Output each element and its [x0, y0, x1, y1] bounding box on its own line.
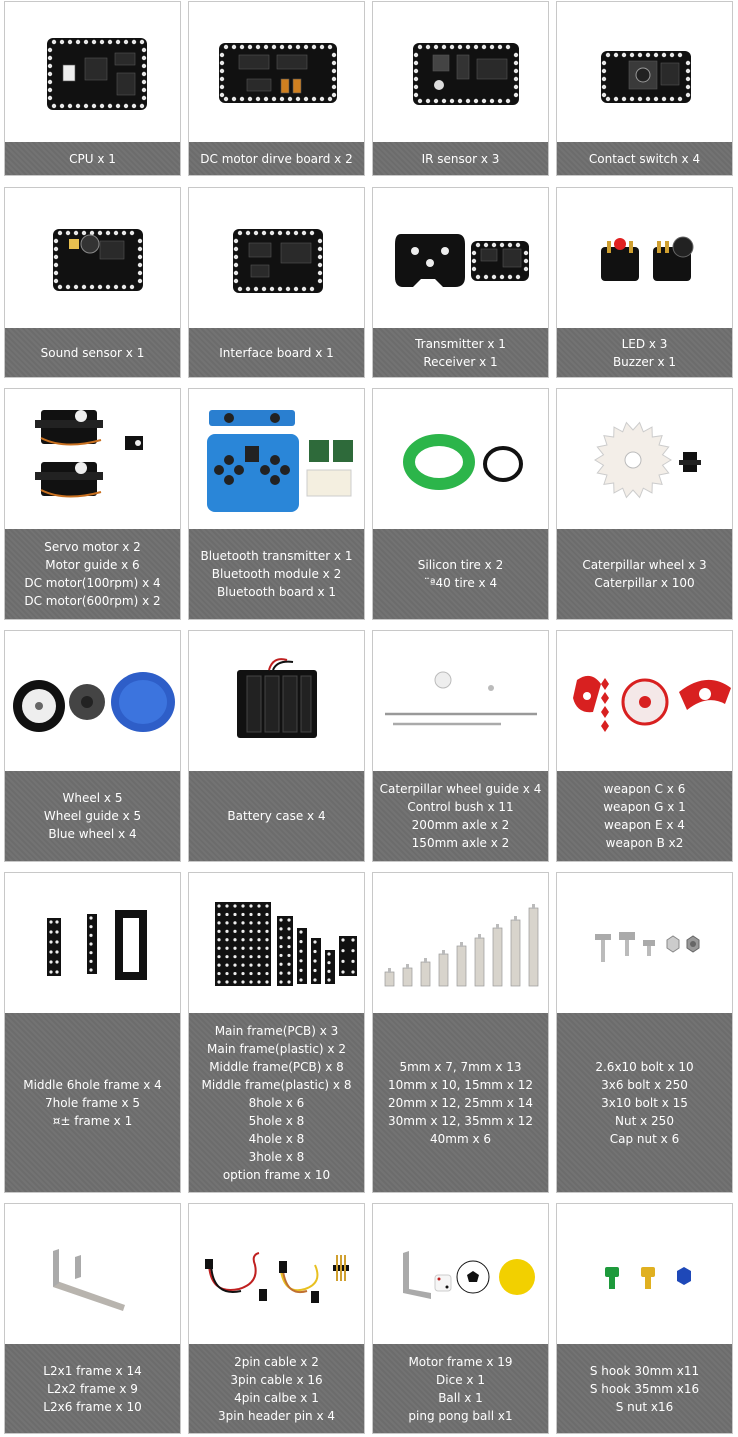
contact-switch-board-icon	[557, 2, 732, 142]
wheel-icon	[5, 631, 180, 771]
part-caption-line: 20mm x 12, 25mm x 14	[388, 1095, 533, 1110]
part-caption-line: Battery case x 4	[227, 809, 326, 823]
part-card	[4, 872, 181, 1193]
part-card	[556, 388, 733, 620]
part-caption	[189, 529, 364, 619]
middle-frame-icon	[5, 873, 180, 1013]
s-hook-icon	[557, 1204, 732, 1344]
part-caption	[5, 142, 180, 175]
battery-case-icon	[189, 631, 364, 771]
part-caption-line: Interface board x 1	[219, 345, 334, 360]
part-caption-line: weapon C x 6	[603, 782, 686, 796]
cpu-board-icon	[5, 2, 180, 142]
servo-motor-icon	[5, 389, 180, 529]
part-caption-line: Caterpillar x 100	[594, 576, 695, 590]
part-caption-line: 4pin calbe x 1	[234, 1390, 319, 1405]
part-caption-line: Contact switch x 4	[588, 151, 701, 166]
part-caption-line: Cap nut x 6	[609, 1131, 680, 1146]
part-caption-line: 2.6x10 bolt x 10	[595, 1059, 694, 1074]
part-caption-line: Bluetooth module x 2	[211, 567, 342, 581]
part-caption-line: Ball x 1	[438, 1390, 483, 1405]
part-card	[372, 1203, 549, 1434]
part-card	[556, 630, 733, 862]
part-caption	[373, 529, 548, 619]
part-caption-line: S hook 35mm x16	[589, 1381, 700, 1396]
part-caption-line: S nut x16	[615, 1399, 674, 1414]
part-card	[4, 1203, 181, 1434]
part-caption-line: ping pong ball x1	[408, 1408, 513, 1423]
transmitter-receiver-icon	[373, 188, 548, 328]
part-card	[372, 388, 549, 620]
part-caption	[373, 1344, 548, 1433]
axle-icon	[373, 631, 548, 771]
ir-sensor-board-icon	[373, 2, 548, 142]
part-caption-line: 200mm axle x 2	[411, 818, 510, 832]
part-caption-line: 7hole frame x 5	[44, 1095, 141, 1110]
part-caption-line: DC motor dirve board x 2	[200, 151, 353, 166]
part-caption-line: Dice x 1	[436, 1372, 485, 1387]
part-caption-line: 3pin header pin x 4	[217, 1408, 336, 1423]
part-card	[4, 388, 181, 620]
part-caption	[557, 142, 732, 175]
part-card	[372, 872, 549, 1193]
part-card	[188, 1, 365, 176]
part-caption-line: 5hole x 8	[248, 1113, 305, 1128]
cable-icon	[189, 1204, 364, 1344]
part-caption-line: IR sensor x 3	[421, 151, 500, 166]
part-card	[4, 1, 181, 176]
part-card	[372, 1, 549, 176]
part-card	[372, 187, 549, 378]
part-caption-line: Caterpillar wheel guide x 4	[379, 782, 542, 796]
part-caption	[557, 328, 732, 377]
part-caption	[5, 328, 180, 377]
part-caption	[557, 1013, 732, 1192]
part-caption-line: weapon E x 4	[604, 818, 685, 832]
part-caption-line: Middle frame(plastic) x 8	[201, 1077, 352, 1092]
part-caption	[189, 1013, 364, 1192]
part-caption-line: 40mm x 6	[429, 1131, 491, 1146]
part-caption	[557, 771, 732, 861]
part-caption-line: 2pin cable x 2	[234, 1354, 319, 1369]
part-caption-line: 150mm axle x 2	[411, 836, 510, 850]
part-card	[4, 630, 181, 862]
part-caption-line: Wheel x 5	[62, 791, 123, 805]
part-caption	[5, 771, 180, 861]
part-caption	[5, 529, 180, 619]
part-caption-line: weapon B x2	[605, 836, 684, 850]
sound-sensor-board-icon	[5, 188, 180, 328]
part-caption	[189, 142, 364, 175]
part-caption-line: Main frame(PCB) x 3	[214, 1023, 339, 1038]
motor-frame-ball-icon	[373, 1204, 548, 1344]
part-caption-line: Main frame(plastic) x 2	[207, 1041, 346, 1056]
part-caption	[189, 771, 364, 861]
part-caption-line: CPU x 1	[69, 151, 116, 166]
part-caption-line: 10mm x 10, 15mm x 12	[388, 1077, 533, 1092]
part-caption-line: DC motor(100rpm) x 4	[24, 576, 161, 590]
part-caption	[189, 1344, 364, 1433]
part-caption-line: option frame x 10	[222, 1167, 331, 1182]
part-caption-line: Receiver x 1	[423, 354, 498, 369]
part-caption-line: 3x10 bolt x 15	[601, 1095, 688, 1110]
caterpillar-wheel-icon	[557, 389, 732, 529]
part-card	[556, 1203, 733, 1434]
part-caption-line: L2x2 frame x 9	[47, 1381, 138, 1396]
part-caption-line: Blue wheel x 4	[48, 827, 137, 841]
motor-drive-board-icon	[189, 2, 364, 142]
part-caption	[373, 771, 548, 861]
part-caption-line: ¨ª40 tire x 4	[423, 576, 498, 590]
part-card	[188, 630, 365, 862]
part-caption	[557, 1344, 732, 1433]
part-caption-line: Middle frame(PCB) x 8	[209, 1059, 344, 1074]
part-card	[556, 1, 733, 176]
part-card	[556, 187, 733, 378]
spacer-icon	[373, 873, 548, 1013]
part-caption-line: Buzzer x 1	[612, 354, 677, 369]
part-card	[188, 1203, 365, 1434]
part-caption-line: LED x 3	[621, 336, 668, 351]
part-caption	[373, 328, 548, 377]
part-caption-line: Middle 6hole frame x 4	[23, 1077, 162, 1092]
part-caption-line: 3pin cable x 16	[230, 1372, 323, 1387]
part-caption-line: Nut x 250	[615, 1113, 674, 1128]
part-caption	[373, 142, 548, 175]
led-buzzer-icon	[557, 188, 732, 328]
part-caption-line: 3x6 bolt x 250	[601, 1077, 688, 1092]
part-caption-line: 3hole x 8	[248, 1149, 305, 1164]
part-caption-line: Motor guide x 6	[45, 558, 140, 572]
part-caption-line: Servo motor x 2	[44, 540, 141, 554]
part-card	[188, 187, 365, 378]
part-caption-line: Transmitter x 1	[415, 336, 506, 351]
part-caption-line: Sound sensor x 1	[40, 345, 145, 360]
part-card	[188, 872, 365, 1193]
interface-board-icon	[189, 188, 364, 328]
part-caption-line: DC motor(600rpm) x 2	[24, 594, 161, 608]
bluetooth-controller-icon	[189, 389, 364, 529]
part-card	[4, 187, 181, 378]
main-frame-icon	[189, 873, 364, 1013]
part-caption-line: Wheel guide x 5	[43, 809, 142, 823]
part-card	[372, 630, 549, 862]
part-caption-line: Caterpillar wheel x 3	[582, 558, 707, 572]
l-frame-icon	[5, 1204, 180, 1344]
part-caption-line: Control bush x 11	[407, 800, 514, 814]
part-caption	[557, 529, 732, 619]
part-caption	[373, 1013, 548, 1192]
part-caption-line: 30mm x 12, 35mm x 12	[388, 1113, 533, 1128]
part-caption-line: L2x6 frame x 10	[43, 1399, 142, 1414]
part-caption-line: Silicon tire x 2	[417, 558, 504, 572]
part-caption	[189, 328, 364, 377]
part-caption-line: weapon G x 1	[603, 800, 686, 814]
part-caption-line: Bluetooth board x 1	[216, 585, 337, 599]
part-caption-line: 8hole x 6	[248, 1095, 305, 1110]
weapon-icon	[557, 631, 732, 771]
part-card	[188, 388, 365, 620]
part-caption-line: Motor frame x 19	[408, 1354, 513, 1369]
part-caption-line: 4hole x 8	[248, 1131, 305, 1146]
part-caption	[5, 1344, 180, 1433]
bolt-nut-icon	[557, 873, 732, 1013]
part-card	[556, 872, 733, 1193]
part-caption-line: 5mm x 7, 7mm x 13	[399, 1059, 522, 1074]
part-caption-line: Bluetooth transmitter x 1	[200, 549, 353, 563]
part-caption-line: ¤± frame x 1	[52, 1113, 133, 1128]
part-caption-line: L2x1 frame x 14	[43, 1363, 142, 1378]
tire-icon	[373, 389, 548, 529]
part-caption	[5, 1013, 180, 1192]
part-caption-line: S hook 30mm x11	[589, 1363, 700, 1378]
